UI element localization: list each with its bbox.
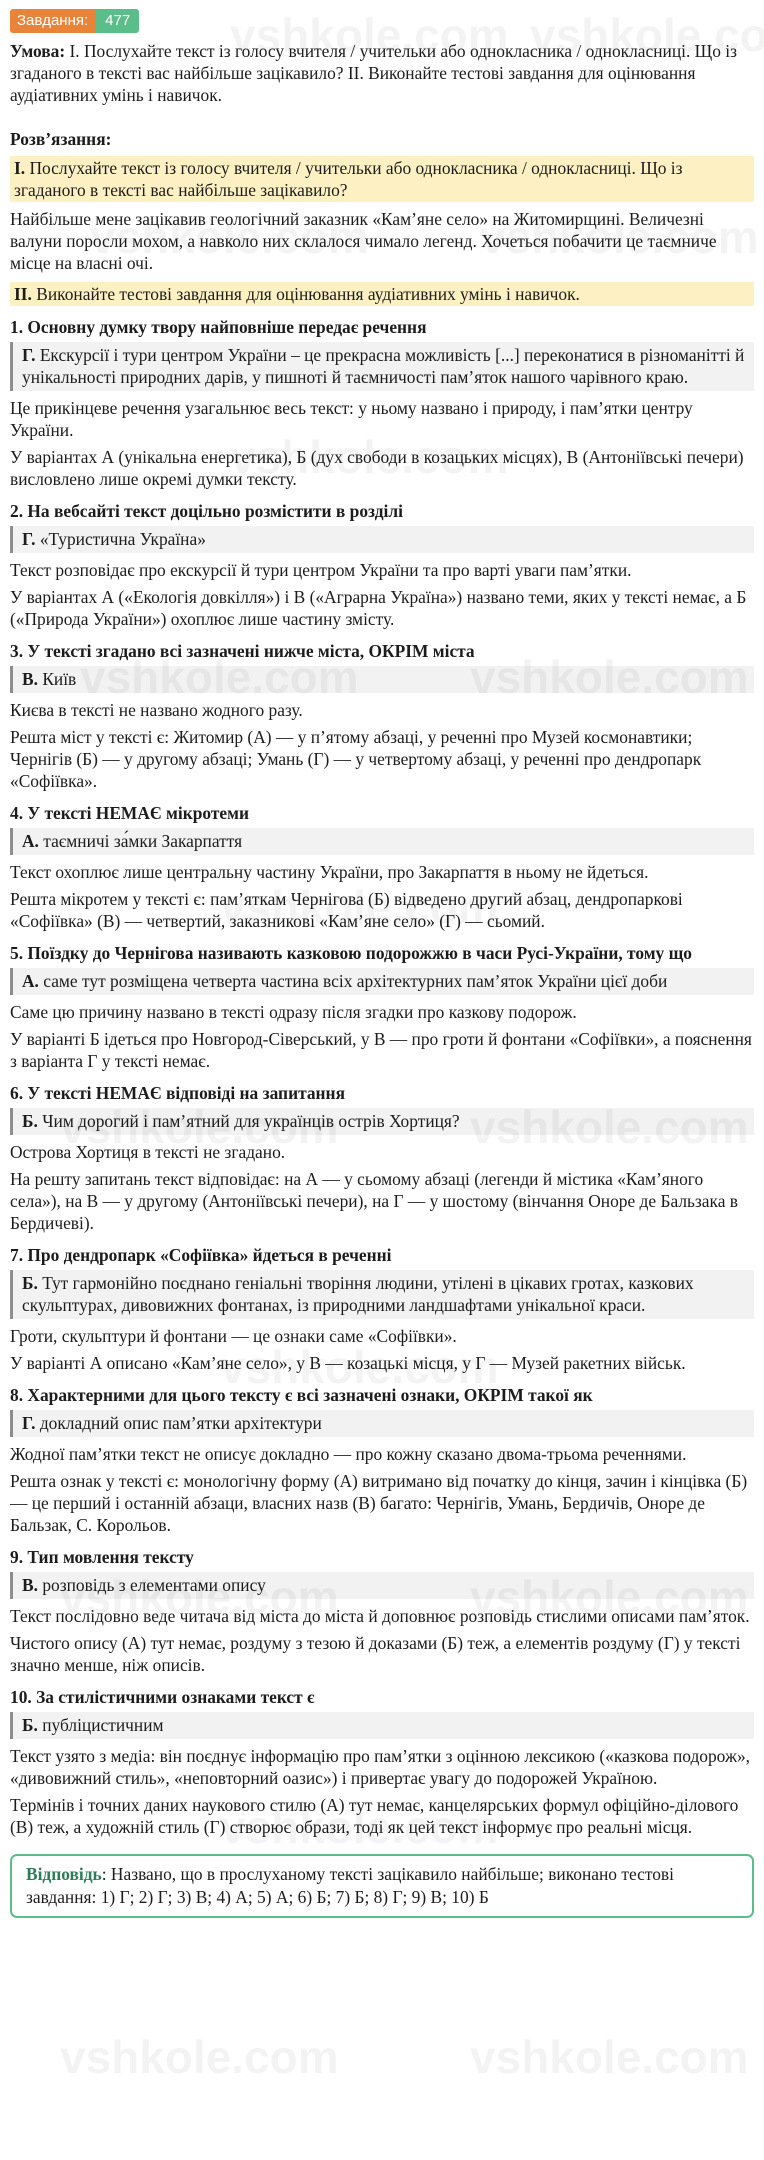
- answer-letter: А.: [22, 971, 39, 991]
- answer-choice: [10, 1572, 754, 1599]
- question-title: 8. Характерними для цього тексту є всі зазначені ознаки, ОКРІМ такої як: [10, 1385, 593, 1405]
- task-label: Завдання:: [10, 9, 96, 33]
- answer-choice: [10, 666, 754, 693]
- answer-choice: [10, 526, 754, 553]
- answer-text: Чим дорогий і пам’ятний для українців острів Хортиця?: [42, 1111, 460, 1131]
- explanation: Решта мікротем у тексті є: пам’яткам Чернігова (Б) відведено другий абзац, дендропаркові «Софіївка» (В) — четвертий, заказникові «Кам’яне село» (Г) — сьомий.: [10, 889, 683, 931]
- explanation: Це прикінцеве речення узагальнює весь текст: у ньому названо і природу, і пам’ятки центру України.: [10, 398, 693, 440]
- question-block: [10, 942, 754, 1072]
- question-block: [10, 1244, 754, 1374]
- answer-letter: Б.: [22, 1273, 38, 1293]
- answer-text: таємничі за́мки Закарпаття: [43, 831, 243, 851]
- answer-letter: Г.: [22, 345, 36, 365]
- explanation: Києва в тексті не названо жодного разу.: [10, 700, 303, 720]
- explanation: У варіантах А (унікальна енергетика), Б (дух свободи в козацьких місцях), В (Антоніївські печери) висловлено лише окремі думки тексту.: [10, 447, 744, 489]
- explanation: У варіанті А описано «Кам’яне село», у В — козацькі місця, у Г — Музей ракетних військ.: [10, 1353, 686, 1373]
- question-block: [10, 1546, 754, 1676]
- explanation: Гроти, скульптури й фонтани — це ознаки саме «Софіївки».: [10, 1326, 457, 1346]
- condition-text: I. Послухайте текст із голосу вчителя / учительки або однокласника / однокласниці. Що із згаданого в тексті вас найбільше зацікавило? II. Виконайте тестові завдання для оцінювання аудіативних умінь і навичок.: [10, 41, 737, 105]
- part2-roman: II.: [14, 284, 32, 304]
- question-title: 4. У тексті НЕМАЄ мікротеми: [10, 803, 249, 823]
- answer-text: розповідь з елементами опису: [42, 1575, 266, 1595]
- explanation: Саме цю причину названо в тексті одразу після згадки про казкову подорож.: [10, 1002, 577, 1022]
- part1-text: Послухайте текст із голосу вчителя / учительки або однокласника / однокласниці. Що із згаданого в тексті вас найбільше зацікавило?: [14, 158, 683, 200]
- answer-choice: [10, 1270, 754, 1319]
- explanation: Текст охоплює лише центральну частину України, про Закарпаття в ньому не йдеться.: [10, 862, 649, 882]
- answer-letter: В.: [22, 669, 38, 689]
- explanation: Чистого опису (А) тут немає, роздуму з тезою й доказами (Б) теж, а елементів роздуму (Г) у тексті значно менше, ніж описів.: [10, 1633, 741, 1675]
- answer-text: саме тут розміщена четверта частина всіх архітектурних пам’яток України цієї доби: [43, 971, 668, 991]
- final-answer: Відповідь: Названо, що в прослуханому тексті зацікавило найбільше; виконано тестові завдання: 1) Г; 2) Г; 3) В; 4) А; 5) А; 6) Б; 7) Б; 8) Г; 9) В; 10) Б: [10, 1854, 754, 1918]
- task-condition: Умова: I. Послухайте текст із голосу вчителя / учительки або однокласника / однокласниці. Що із згаданого в тексті вас найбільше зацікавило? II. Виконайте тестові завдання для оцінювання аудіативних умінь і навичок.: [10, 41, 737, 105]
- explanation: Текст послідовно веде читача від міста до міста й доповнює розповідь стислими описами пам’яток.: [10, 1606, 750, 1626]
- answer-letter: Б.: [22, 1111, 38, 1131]
- answer-choice: [10, 1712, 754, 1739]
- watermark: [60, 2030, 339, 2084]
- question-block: [10, 640, 754, 792]
- explanation: Жодної пам’ятки текст не описує докладно — про кожну сказано двома-трьома реченнями.: [10, 1444, 687, 1464]
- question-title: 5. Поїздку до Чернігова називають казковою подорожжю в часи Русі-України, тому що: [10, 943, 692, 963]
- part1-prompt: [10, 156, 754, 202]
- explanation: У варіантах А («Екологія довкілля») і В («Аграрна Україна») названо теми, яких у тексті немає, а Б («Природа України») охоплює лише частину змісту.: [10, 587, 747, 629]
- question-title: 3. У тексті згадано всі зазначені нижче міста, ОКРІМ міста: [10, 641, 475, 661]
- question-list: [10, 316, 754, 1838]
- answer-text: Тут гармонійно поєднано геніальні творіння людини, утілені в цікавих гротах, казкових скульптурах, дивовижних фонтанах, із природними ландшафтами унікальної краси.: [22, 1273, 694, 1315]
- answer-letter: А.: [22, 831, 39, 851]
- explanation: На решту запитань текст відповідає: на А — у сьомому абзаці (легенди й містика «Кам’яного села»), на В — у другому (Антоніївські печери), на Г — у шостому (вінчання Оноре де Бальзака в Бердичеві).: [10, 1169, 738, 1233]
- part1-answer: Найбільше мене зацікавив геологічний заказник «Кам’яне село» на Житомирщині. Величезні валуни поросли мохом, а навколо них склалося чимало легенд. Хочеться побачити це таємниче місце на власні очі.: [10, 209, 717, 273]
- answer-choice: [10, 1410, 754, 1437]
- solution-title: Розв’язання:: [10, 129, 112, 149]
- question-title: 6. У тексті НЕМАЄ відповіді на запитання: [10, 1083, 345, 1103]
- answer-text: докладний опис пам’ятки архітектури: [39, 1413, 322, 1433]
- condition-label: Умова: [10, 41, 60, 61]
- answer-choice: [10, 968, 754, 995]
- question-title: 7. Про дендропарк «Софіївка» йдеться в реченні: [10, 1245, 392, 1265]
- answer-text: Київ: [42, 669, 77, 689]
- question-title: 1. Основну думку твору найповніше передає речення: [10, 317, 427, 337]
- task-number: 477: [96, 9, 139, 33]
- question-block: [10, 500, 754, 630]
- explanation: Острова Хортиця в тексті не згадано.: [10, 1142, 286, 1162]
- answer-text: «Туристична Україна»: [39, 529, 206, 549]
- explanation: Текст узято з медіа: він поєднує інформацію про пам’ятки з оцінною лексикою («казкова подорож», «дивовижний стиль», «неповторний оазис») і привертає увагу до подорожей Україною.: [10, 1746, 751, 1788]
- final-answer-text: Названо, що в прослуханому тексті зацікавило найбільше; виконано тестові завдання: 1) Г; 2) Г; 3) В; 4) А; 5) А; 6) Б; 7) Б; 8) Г; 9) В; 10) Б: [26, 1864, 674, 1907]
- answer-text: Екскурсії і тури центром України – це прекрасна можливість [...] переконатися в різноманітті й унікальності природних дарів, у пишноті й таємничості пам’яток нашого чарівного краю.: [22, 345, 745, 387]
- answer-letter: Б.: [22, 1715, 38, 1735]
- part2-prompt: [10, 282, 754, 306]
- watermark: [470, 2030, 749, 2084]
- explanation: Решта ознак у тексті є: монологічну форму (А) витримано від початку до кінця, зачин і кінцівка (Б) — це перший і останній абзаци, власних назв (В) багато: Чернігів, Умань, Бердичів, Оноре де Бальзак, С. Корольов.: [10, 1471, 748, 1535]
- question-block: [10, 1082, 754, 1234]
- answer-choice: [10, 828, 754, 855]
- question-block: [10, 802, 754, 932]
- explanation: Решта міст у тексті є: Житомир (А) — у п’ятому абзаці, у реченні про Музей космонавтики; Чернігів (Б) — у другому абзаці; Умань (Г) — у четвертому абзаці, у реченні про дендропарк «Софіївка».: [10, 727, 702, 791]
- task-badge: [10, 9, 139, 33]
- answer-choice: [10, 342, 754, 391]
- answer-letter: В.: [22, 1575, 38, 1595]
- question-block: [10, 1686, 754, 1838]
- explanation: У варіанті Б ідеться про Новгород-Сіверський, у В — про гроти й фонтани «Софіївки», а пояснення з варіанта Г у тексті немає.: [10, 1029, 752, 1071]
- explanation: Текст розповідає про екскурсії й тури центром України та про варті уваги пам’ятки.: [10, 560, 632, 580]
- question-title: 2. На вебсайті текст доцільно розмістити в розділі: [10, 501, 403, 521]
- part2-text: Виконайте тестові завдання для оцінювання аудіативних умінь і навичок.: [36, 284, 580, 304]
- answer-letter: Г.: [22, 529, 36, 549]
- answer-letter: Г.: [22, 1413, 36, 1433]
- question-title: 10. За стилістичними ознаками текст є: [10, 1687, 315, 1707]
- final-answer-label: Відповідь: [26, 1864, 102, 1884]
- part1-roman: I.: [14, 158, 26, 178]
- answer-text: публіцистичним: [42, 1715, 164, 1735]
- question-block: [10, 316, 754, 490]
- question-title: 9. Тип мовлення тексту: [10, 1547, 194, 1567]
- answer-choice: [10, 1108, 754, 1135]
- question-block: [10, 1384, 754, 1536]
- explanation: Термінів і точних даних наукового стилю (А) тут немає, канцелярських формул офіційно-ділового (В) теж, а художній стиль (Г) створює образи, тоді як цей текст інформує про реальні місця.: [10, 1795, 739, 1837]
